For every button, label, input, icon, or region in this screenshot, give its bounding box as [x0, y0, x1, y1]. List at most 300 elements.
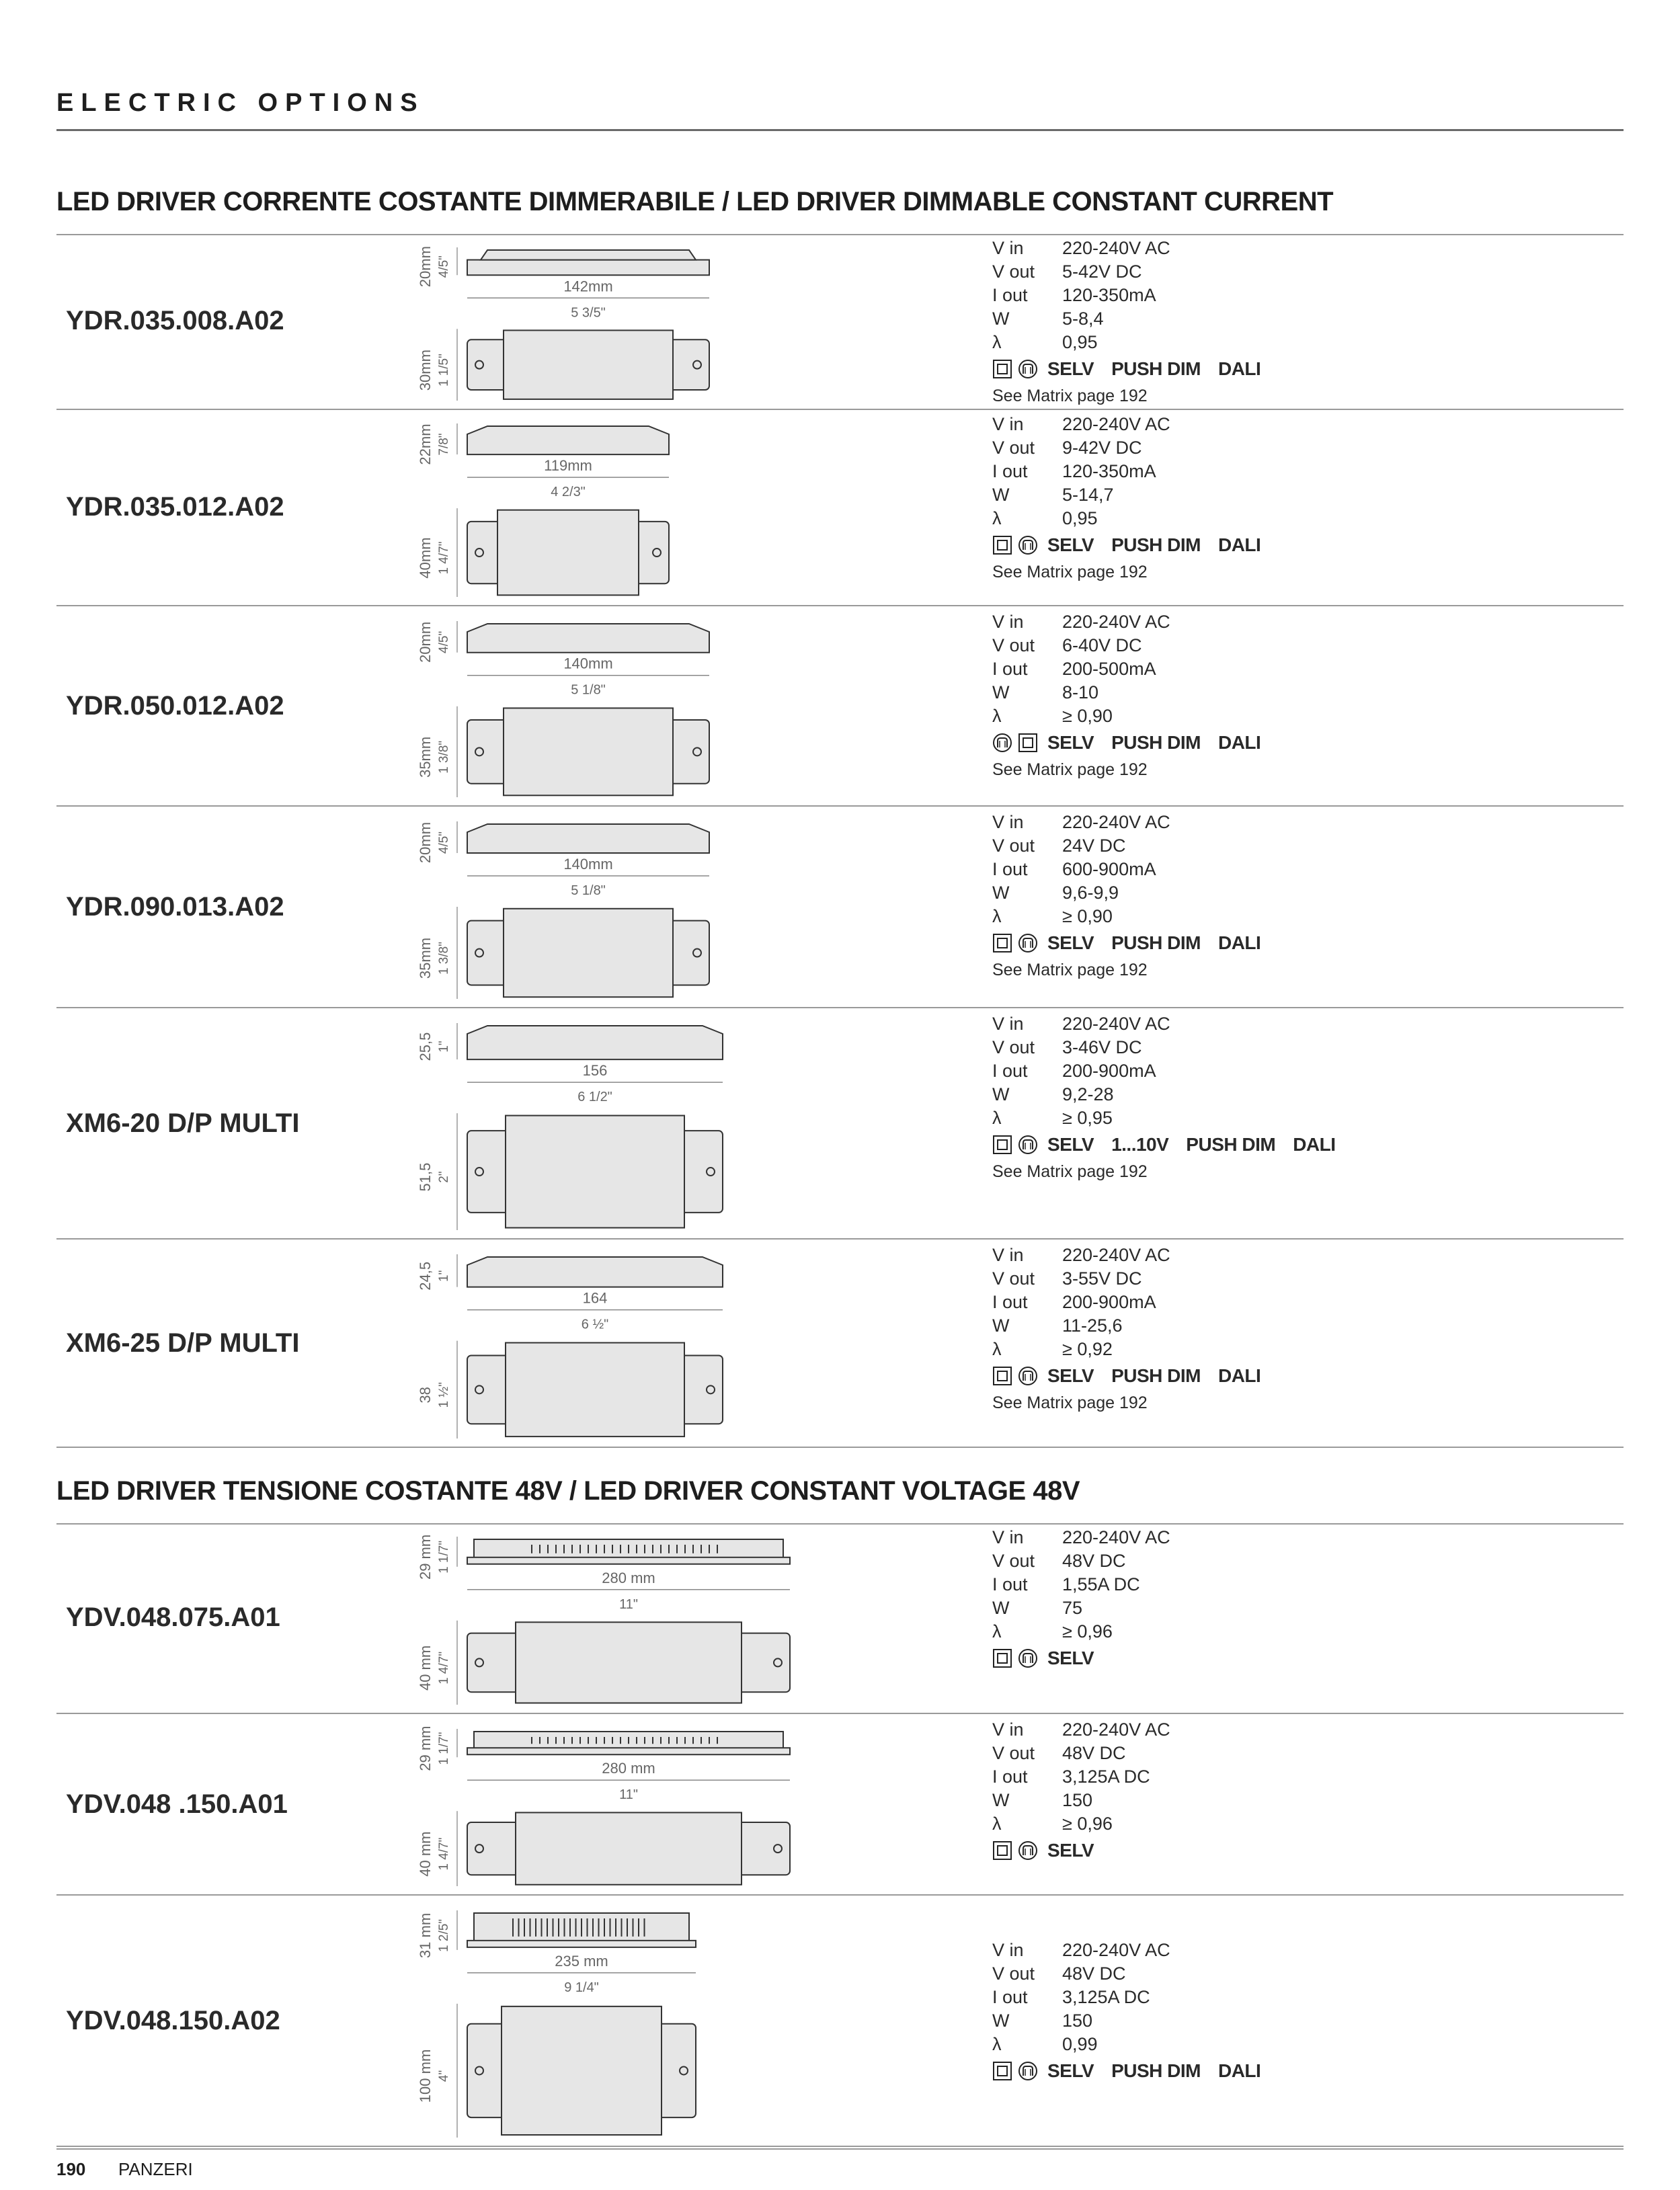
length-label: 164: [582, 1289, 608, 1307]
spec-value: 3,125A DC: [1062, 1767, 1150, 1787]
spec-label: W: [992, 485, 1010, 505]
spec-label: V in: [992, 812, 1024, 832]
feature-label: SELV: [1047, 1648, 1094, 1668]
side-height-inch-label: 4/5": [437, 631, 451, 653]
spec-row: [992, 436, 1269, 460]
spec-value: 200-500mA: [1062, 659, 1156, 679]
spec-label: W: [992, 883, 1010, 903]
top-height-label: 100 mm: [417, 2049, 434, 2103]
feature-label: SELV: [1047, 1840, 1094, 1861]
product-row: [0, 609, 1680, 805]
spec-value: 200-900mA: [1062, 1292, 1156, 1312]
spec-value: 48V DC: [1062, 1551, 1126, 1571]
side-view: [467, 1026, 723, 1059]
length-label: 140mm: [563, 856, 613, 873]
technical-drawing: [403, 1717, 820, 1894]
technical-drawing: [403, 1898, 820, 2146]
spec-value: 220-240V AC: [1062, 1719, 1170, 1740]
spec-row: [992, 1789, 1170, 1812]
length-label: 119mm: [544, 457, 592, 475]
spec-row: [992, 1718, 1170, 1742]
independent-driver-icon: [1018, 535, 1038, 555]
spec-row: [992, 1012, 1344, 1036]
spec-value: 220-240V AC: [1062, 1940, 1170, 1960]
title-rule: [56, 129, 1624, 131]
spec-row: [992, 284, 1269, 307]
spec-label: I out: [992, 1292, 1028, 1312]
length-label: 156: [582, 1062, 608, 1080]
independent-driver-icon: [1018, 1840, 1038, 1861]
product-row: [0, 1717, 1680, 1894]
double-insulation-icon: [1018, 733, 1038, 753]
spec-value: 220-240V AC: [1062, 1014, 1170, 1034]
top-height-inch-label: 1 ½": [437, 1382, 451, 1408]
feature-label: SELV: [1047, 1365, 1094, 1386]
length-label: 142mm: [563, 278, 613, 295]
feature-badges: [992, 357, 1269, 380]
spec-label: V out: [992, 836, 1035, 856]
spec-row: [992, 1059, 1344, 1083]
top-height-inch-label: 1 3/8": [437, 942, 451, 975]
spec-label: λ: [992, 332, 1002, 352]
matrix-reference: See Matrix page 192: [992, 387, 1148, 405]
product-row: [0, 235, 1680, 409]
top-view: [467, 1812, 790, 1884]
double-insulation-icon: [992, 1840, 1012, 1861]
double-insulation-icon: [992, 933, 1012, 953]
spec-label: λ: [992, 1339, 1002, 1359]
spec-value: 9,2-28: [1062, 1084, 1114, 1104]
technical-drawing: [403, 1011, 820, 1238]
row-rule: [56, 1894, 1624, 1896]
spec-label: V in: [992, 414, 1024, 434]
top-height-label: 35mm: [417, 736, 434, 778]
spec-label: V out: [992, 1963, 1035, 1984]
spec-list: [992, 1718, 1170, 1866]
spec-value: 0,95: [1062, 332, 1098, 352]
product-row: [0, 1525, 1680, 1713]
double-insulation-icon: [992, 1135, 1012, 1155]
spec-label: I out: [992, 859, 1028, 879]
technical-drawing: [403, 609, 820, 805]
side-height-label: 31 mm: [417, 1912, 434, 1959]
row-rule: [56, 1238, 1624, 1240]
top-height-inch-label: 1 4/7": [437, 1837, 451, 1871]
top-height-label: 40 mm: [417, 1645, 434, 1691]
footer-rule: [56, 2148, 1624, 2150]
spec-row: [992, 610, 1269, 634]
spec-label: V out: [992, 1551, 1035, 1571]
spec-label: W: [992, 1084, 1010, 1104]
spec-value: 150: [1062, 2011, 1093, 2031]
top-height-label: 35mm: [417, 937, 434, 979]
spec-value: 5-14,7: [1062, 485, 1114, 505]
spec-value: ≥ 0,90: [1062, 706, 1113, 726]
spec-value: ≥ 0,90: [1062, 906, 1113, 926]
feature-badges: [992, 731, 1269, 754]
side-height-inch-label: 1 1/7": [437, 1540, 451, 1574]
side-view: [467, 624, 709, 653]
spec-row: [992, 2033, 1269, 2056]
side-height-inch-label: 1": [437, 1041, 451, 1053]
spec-row: [992, 1812, 1170, 1836]
spec-row: [992, 1291, 1269, 1314]
product-row: [0, 1011, 1680, 1238]
matrix-reference: See Matrix page 192: [992, 563, 1148, 581]
side-height-inch-label: 1 2/5": [437, 1918, 451, 1952]
double-insulation-icon: [992, 2061, 1012, 2081]
spec-label: I out: [992, 285, 1028, 305]
spec-row: [992, 811, 1269, 834]
feature-label: PUSH DIM: [1186, 1134, 1276, 1155]
spec-value: ≥ 0,96: [1062, 1621, 1113, 1641]
top-view: [467, 330, 709, 399]
spec-row: [992, 1573, 1170, 1596]
spec-row: [992, 881, 1269, 905]
feature-label: PUSH DIM: [1111, 932, 1201, 953]
top-height-label: 30mm: [417, 350, 434, 391]
product-row: [0, 411, 1680, 605]
spec-value: 6-40V DC: [1062, 635, 1142, 655]
side-view: [467, 1257, 723, 1287]
top-height-label: 40 mm: [417, 1831, 434, 1877]
top-view: [467, 708, 709, 795]
top-height-label: 40mm: [417, 537, 434, 579]
row-rule: [56, 605, 1624, 606]
spec-value: 120-350mA: [1062, 461, 1156, 481]
spec-value: 9,6-9,9: [1062, 883, 1119, 903]
spec-value: ≥ 0,96: [1062, 1814, 1113, 1834]
side-height-label: 20mm: [417, 821, 434, 864]
spec-list: [992, 610, 1269, 782]
feature-label: DALI: [1217, 732, 1261, 753]
product-row: [0, 1242, 1680, 1447]
length-inch-label: 4 2/3": [551, 485, 586, 500]
product-code: YDR.035.008.A02: [66, 306, 284, 335]
spec-list: [992, 1939, 1269, 2086]
spec-row: [992, 1338, 1269, 1361]
spec-row: [992, 1620, 1170, 1644]
spec-label: V in: [992, 238, 1024, 258]
spec-label: V in: [992, 1527, 1024, 1547]
spec-row: [992, 858, 1269, 881]
spec-label: V in: [992, 1014, 1024, 1034]
spec-row: [992, 1596, 1170, 1620]
spec-value: 11-25,6: [1062, 1315, 1123, 1336]
row-rule: [56, 1713, 1624, 1714]
spec-value: 1,55A DC: [1062, 1574, 1140, 1594]
spec-row: [992, 1267, 1269, 1291]
spec-label: W: [992, 1315, 1010, 1336]
spec-row: [992, 905, 1269, 928]
spec-list: [992, 1526, 1170, 1674]
length-label: 140mm: [563, 655, 613, 672]
spec-value: 220-240V AC: [1062, 1527, 1170, 1547]
row-rule: [56, 1447, 1624, 1448]
independent-driver-icon: [1018, 1366, 1038, 1386]
spec-value: 8-10: [1062, 682, 1099, 702]
double-insulation-icon: [992, 535, 1012, 555]
length-inch-label: 6 ½": [581, 1317, 609, 1332]
spec-value: 48V DC: [1062, 1963, 1126, 1984]
product-code: YDR.035.012.A02: [66, 492, 284, 522]
double-insulation-icon: [992, 1648, 1012, 1668]
spec-value: 220-240V AC: [1062, 414, 1170, 434]
spec-label: V in: [992, 1940, 1024, 1960]
spec-label: V out: [992, 261, 1035, 282]
spec-label: λ: [992, 906, 1002, 926]
product-code: XM6-20 D/P MULTI: [66, 1108, 300, 1138]
side-height-label: 24,5: [417, 1261, 434, 1291]
side-height-inch-label: 1": [437, 1270, 451, 1282]
side-height-label: 20mm: [417, 621, 434, 663]
spec-row: [992, 507, 1269, 530]
independent-driver-icon: [1018, 1648, 1038, 1668]
feature-badges: [992, 1838, 1170, 1862]
spec-value: ≥ 0,92: [1062, 1339, 1113, 1359]
side-height-label: 25,5: [417, 1032, 434, 1061]
spec-label: I out: [992, 1987, 1028, 2007]
top-height-inch-label: 1 3/8": [437, 740, 451, 774]
page-number: 190: [56, 2159, 86, 2179]
feature-label: 1...10V: [1111, 1134, 1169, 1155]
double-insulation-icon: [992, 1366, 1012, 1386]
length-inch-label: 5 1/8": [571, 883, 606, 899]
side-height-label: 20mm: [417, 246, 434, 288]
spec-row: [992, 237, 1269, 260]
feature-label: SELV: [1047, 732, 1094, 753]
spec-value: 600-900mA: [1062, 859, 1156, 879]
spec-label: V in: [992, 1719, 1024, 1740]
independent-driver-icon: [1018, 2061, 1038, 2081]
top-view: [467, 1116, 723, 1228]
top-view: [467, 510, 669, 596]
spec-label: I out: [992, 1061, 1028, 1081]
side-height-label: 22mm: [417, 423, 434, 465]
spec-row: [992, 657, 1269, 681]
side-height-label: 29 mm: [417, 1534, 434, 1580]
row-rule: [56, 409, 1624, 410]
matrix-reference: See Matrix page 192: [992, 1393, 1148, 1412]
feature-label: PUSH DIM: [1111, 534, 1201, 555]
spec-label: W: [992, 309, 1010, 329]
spec-row: [992, 2009, 1269, 2033]
spec-row: [992, 1742, 1170, 1765]
page-title: ELECTRIC OPTIONS: [56, 89, 425, 117]
feature-badges: [992, 1133, 1344, 1156]
spec-label: V out: [992, 438, 1035, 458]
feature-label: DALI: [1217, 2060, 1261, 2081]
matrix-reference: See Matrix page 192: [992, 961, 1148, 979]
spec-row: [992, 331, 1269, 354]
spec-row: [992, 634, 1269, 657]
length-label: 280 mm: [602, 1569, 655, 1586]
side-view: [467, 1732, 790, 1754]
spec-list: [992, 811, 1269, 982]
spec-value: 75: [1062, 1598, 1083, 1618]
feature-label: SELV: [1047, 932, 1094, 953]
spec-row: [992, 260, 1269, 284]
spec-row: [992, 1962, 1269, 1986]
spec-value: 120-350mA: [1062, 285, 1156, 305]
technical-drawing: [403, 1242, 820, 1447]
spec-label: W: [992, 1790, 1010, 1810]
spec-list: [992, 237, 1269, 408]
side-height-inch-label: 4/5": [437, 831, 451, 854]
spec-label: λ: [992, 1814, 1002, 1834]
spec-value: 3-46V DC: [1062, 1037, 1142, 1057]
length-label: 235 mm: [555, 1952, 608, 1970]
matrix-reference: See Matrix page 192: [992, 760, 1148, 779]
matrix-reference: See Matrix page 192: [992, 1162, 1148, 1181]
side-view: [467, 250, 709, 275]
product-code: YDR.090.013.A02: [66, 892, 284, 922]
spec-label: I out: [992, 659, 1028, 679]
technical-drawing: [403, 809, 820, 1007]
spec-label: V out: [992, 1037, 1035, 1057]
length-inch-label: 6 1/2": [577, 1090, 612, 1105]
spec-label: λ: [992, 2034, 1002, 2054]
feature-badges: [992, 533, 1269, 557]
length-inch-label: 5 3/5": [571, 305, 606, 321]
spec-value: ≥ 0,95: [1062, 1108, 1113, 1128]
spec-value: 0,99: [1062, 2034, 1098, 2054]
independent-driver-icon: [1018, 359, 1038, 379]
technical-drawing: [403, 235, 820, 409]
spec-row: [992, 1244, 1269, 1267]
product-row: [0, 1898, 1680, 2146]
spec-value: 3-55V DC: [1062, 1268, 1142, 1289]
spec-row: [992, 704, 1269, 728]
spec-label: λ: [992, 706, 1002, 726]
spec-label: λ: [992, 1621, 1002, 1641]
spec-label: I out: [992, 1574, 1028, 1594]
spec-row: [992, 1106, 1344, 1130]
spec-value: 48V DC: [1062, 1743, 1126, 1763]
spec-row: [992, 681, 1269, 704]
feature-label: DALI: [1217, 534, 1261, 555]
side-height-inch-label: 1 1/7": [437, 1732, 451, 1765]
spec-value: 9-42V DC: [1062, 438, 1142, 458]
spec-row: [992, 460, 1269, 483]
feature-label: SELV: [1047, 2060, 1094, 2081]
spec-value: 5-42V DC: [1062, 261, 1142, 282]
spec-value: 24V DC: [1062, 836, 1126, 856]
length-label: 280 mm: [602, 1760, 655, 1777]
top-height-inch-label: 1 4/7": [437, 541, 451, 575]
spec-row: [992, 1939, 1269, 1962]
independent-driver-icon: [1018, 933, 1038, 953]
feature-label: DALI: [1217, 358, 1261, 379]
spec-value: 220-240V AC: [1062, 238, 1170, 258]
top-height-inch-label: 2": [437, 1171, 451, 1183]
length-inch-label: 11": [619, 1787, 638, 1803]
length-inch-label: 5 1/8": [571, 682, 606, 698]
spec-row: [992, 413, 1269, 436]
product-row: [0, 809, 1680, 1007]
spec-label: I out: [992, 461, 1028, 481]
length-inch-label: 9 1/4": [564, 1980, 599, 1995]
row-rule: [56, 1007, 1624, 1008]
top-view: [467, 1622, 790, 1703]
spec-list: [992, 413, 1269, 584]
side-height-inch-label: 7/8": [437, 433, 451, 456]
feature-label: PUSH DIM: [1111, 732, 1201, 753]
top-height-inch-label: 4": [437, 2070, 451, 2082]
feature-label: SELV: [1047, 358, 1094, 379]
independent-driver-icon: [1018, 1135, 1038, 1155]
feature-badges: [992, 1646, 1170, 1670]
spec-label: V out: [992, 1743, 1035, 1763]
top-height-inch-label: 1 4/7": [437, 1651, 451, 1685]
side-view: [467, 1539, 790, 1564]
length-inch-label: 11": [619, 1596, 638, 1612]
spec-row: [992, 1314, 1269, 1338]
top-height-label: 51,5: [417, 1162, 434, 1192]
spec-label: V out: [992, 635, 1035, 655]
side-height-inch-label: 4/5": [437, 255, 451, 278]
feature-badges: [992, 2059, 1269, 2082]
spec-row: [992, 1036, 1344, 1059]
feature-label: PUSH DIM: [1111, 1365, 1201, 1386]
top-view: [467, 909, 709, 997]
feature-label: DALI: [1217, 1365, 1261, 1386]
feature-badges: [992, 1364, 1269, 1387]
product-code: YDV.048.150.A02: [66, 2006, 280, 2035]
spec-row: [992, 1765, 1170, 1789]
side-view: [467, 824, 709, 853]
spec-value: 0,95: [1062, 508, 1098, 528]
spec-list: [992, 1244, 1269, 1415]
spec-list: [992, 1012, 1344, 1184]
spec-value: 3,125A DC: [1062, 1987, 1150, 2007]
row-rule: [56, 805, 1624, 807]
top-view: [467, 2006, 696, 2135]
spec-value: 5-8,4: [1062, 309, 1104, 329]
product-code: YDV.048.075.A01: [66, 1603, 280, 1632]
spec-row: [992, 834, 1269, 858]
spec-label: W: [992, 2011, 1010, 2031]
spec-value: 200-900mA: [1062, 1061, 1156, 1081]
feature-label: DALI: [1217, 932, 1261, 953]
spec-label: λ: [992, 1108, 1002, 1128]
brand-name: PANZERI: [118, 2159, 193, 2179]
section-title: LED DRIVER CORRENTE COSTANTE DIMMERABILE / LED DRIVER DIMMABLE CONSTANT CURRENT: [56, 187, 1334, 216]
top-view: [467, 1343, 723, 1437]
feature-badges: [992, 931, 1269, 955]
top-height-label: 38: [417, 1387, 434, 1404]
spec-row: [992, 1986, 1269, 2009]
spec-label: W: [992, 682, 1010, 702]
side-view: [467, 426, 669, 454]
spec-row: [992, 1083, 1344, 1106]
row-rule: [56, 2146, 1624, 2147]
spec-value: 220-240V AC: [1062, 612, 1170, 632]
side-height-label: 29 mm: [417, 1726, 434, 1771]
spec-label: λ: [992, 508, 1002, 528]
independent-driver-icon: [992, 733, 1012, 753]
double-insulation-icon: [992, 359, 1012, 379]
spec-row: [992, 1549, 1170, 1573]
spec-label: V in: [992, 612, 1024, 632]
spec-label: V out: [992, 1268, 1035, 1289]
spec-label: W: [992, 1598, 1010, 1618]
product-code: XM6-25 D/P MULTI: [66, 1328, 300, 1358]
spec-value: 150: [1062, 1790, 1093, 1810]
feature-label: SELV: [1047, 1134, 1094, 1155]
spec-label: I out: [992, 1767, 1028, 1787]
section-title: LED DRIVER TENSIONE COSTANTE 48V / LED DRIVER CONSTANT VOLTAGE 48V: [56, 1476, 1080, 1506]
